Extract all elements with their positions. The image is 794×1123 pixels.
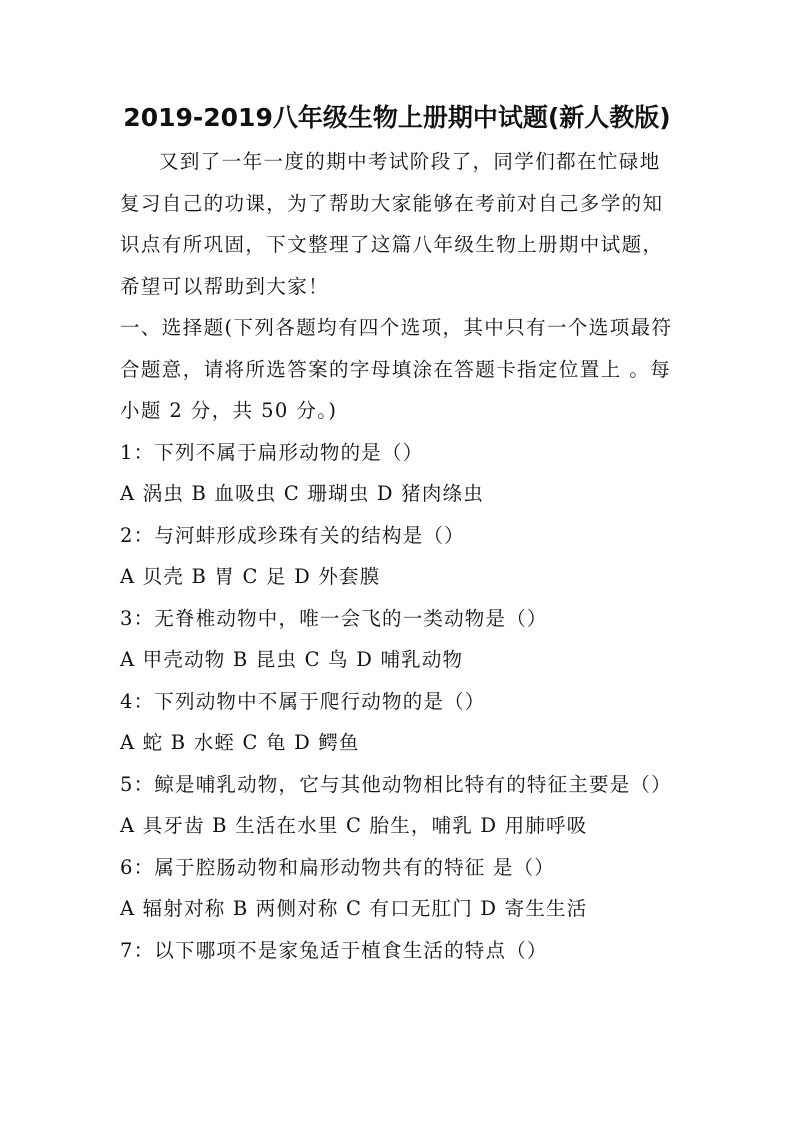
question-4 xyxy=(120,681,680,764)
question-options: A 涡虫 B 血吸虫 C 珊瑚虫 D 猪肉绦虫 xyxy=(120,482,484,505)
document-body xyxy=(120,141,680,971)
question-text: 5：鲸是哺乳动物，它与其他动物相比特有的特征主要是（） xyxy=(120,772,672,796)
question-3 xyxy=(120,598,680,681)
question-options: A 具牙齿 B 生活在水里 C 胎生，哺乳 D 用肺呼吸 xyxy=(120,814,588,837)
question-6 xyxy=(120,847,680,930)
question-text: 7：以下哪项不是家兔适于植食生活的特点（） xyxy=(120,938,548,962)
question-text: 2：与河蚌形成珍珠有关的结构是（） xyxy=(120,523,465,547)
question-options: A 蛇 B 水蛭 C 龟 D 鳄鱼 xyxy=(120,731,360,754)
section-heading: 一、选择题(下列各题均有四个选项，其中只有一个选项最符合题意，请将所选答案的字母填涂在答题卡指定位置上 。每小题 2 分，共 50 分。) xyxy=(120,316,673,422)
question-options: A 辐射对称 B 两侧对称 C 有口无肛门 D 寄生生活 xyxy=(120,897,588,920)
question-text: 3：无脊椎动物中，唯一会飞的一类动物是（） xyxy=(120,606,548,630)
question-1 xyxy=(120,432,680,515)
question-text: 4：下列动物中不属于爬行动物的是（） xyxy=(120,689,486,713)
question-5 xyxy=(120,764,680,847)
question-text: 1：下列不属于扁形动物的是（） xyxy=(120,440,424,464)
question-2 xyxy=(120,515,680,598)
question-text: 6：属于腔肠动物和扁形动物共有的特征 是（） xyxy=(120,855,556,879)
document-title: 2019-2019八年级生物上册期中试题(新人教版) xyxy=(123,103,671,132)
intro-paragraph: 又到了一年一度的期中考试阶段了，同学们都在忙碌地复习自己的功课，为了帮助大家能够在考前对自己多学的知识点有所巩固，下文整理了这篇八年级生物上册期中试题，希望可以帮助到大家！ xyxy=(120,150,664,298)
question-options: A 甲壳动物 B 昆虫 C 鸟 D 哺乳动物 xyxy=(120,648,464,671)
question-options: A 贝壳 B 胃 C 足 D 外套膜 xyxy=(120,565,381,588)
question-7 xyxy=(120,930,680,972)
